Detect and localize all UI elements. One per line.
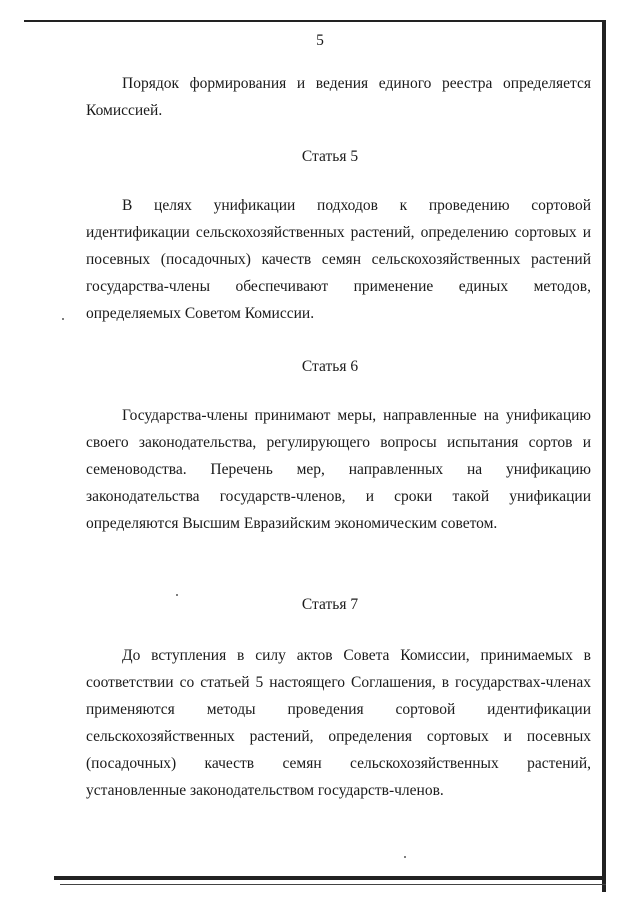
scan-border-bottom <box>54 876 606 880</box>
article-6-text: Государства-члены принимают меры, направленные на унификацию своего законодательства, регулирующего вопросы испытания сортов и семеноводства. Перечень мер, направленных на унификацию законодательства государств-членов, и сроки такой унификации определяются Высшим Евразийским экономическим советом. <box>86 407 591 532</box>
article-5-text: В целях унификации подходов к проведению сортовой идентификации сельскохозяйственных растений, определению сортовых и посевных (посадочных) качеств семян сельскохозяйственных растений государства-члены обеспечивают применение единых методов, определяемых Советом Комиссии. <box>86 197 591 322</box>
scan-speck <box>62 318 64 320</box>
intro-paragraph: Порядок формирования и ведения единого реестра определяется Комиссией. <box>86 75 591 119</box>
article-7-text: До вступления в силу актов Совета Комиссии, принимаемых в соответствии со статьей 5 настоящего Соглашения, в государствах-членах применяются методы проведения сортовой идентификации сельскохозяйственных растений, определения сортовых и посевных (посадочных) качеств семян сельскохозяйственных растений, установленные законодательством государств-членов. <box>86 647 591 799</box>
page-number: 5 <box>316 32 324 49</box>
scan-border-bottom-thin <box>60 884 606 885</box>
article-7-heading: Статья 7 <box>301 596 359 613</box>
article-5-heading: Статья 5 <box>301 148 359 165</box>
article-6-heading: Статья 6 <box>301 358 359 375</box>
scan-speck <box>404 856 406 858</box>
scan-border-top <box>24 20 606 22</box>
